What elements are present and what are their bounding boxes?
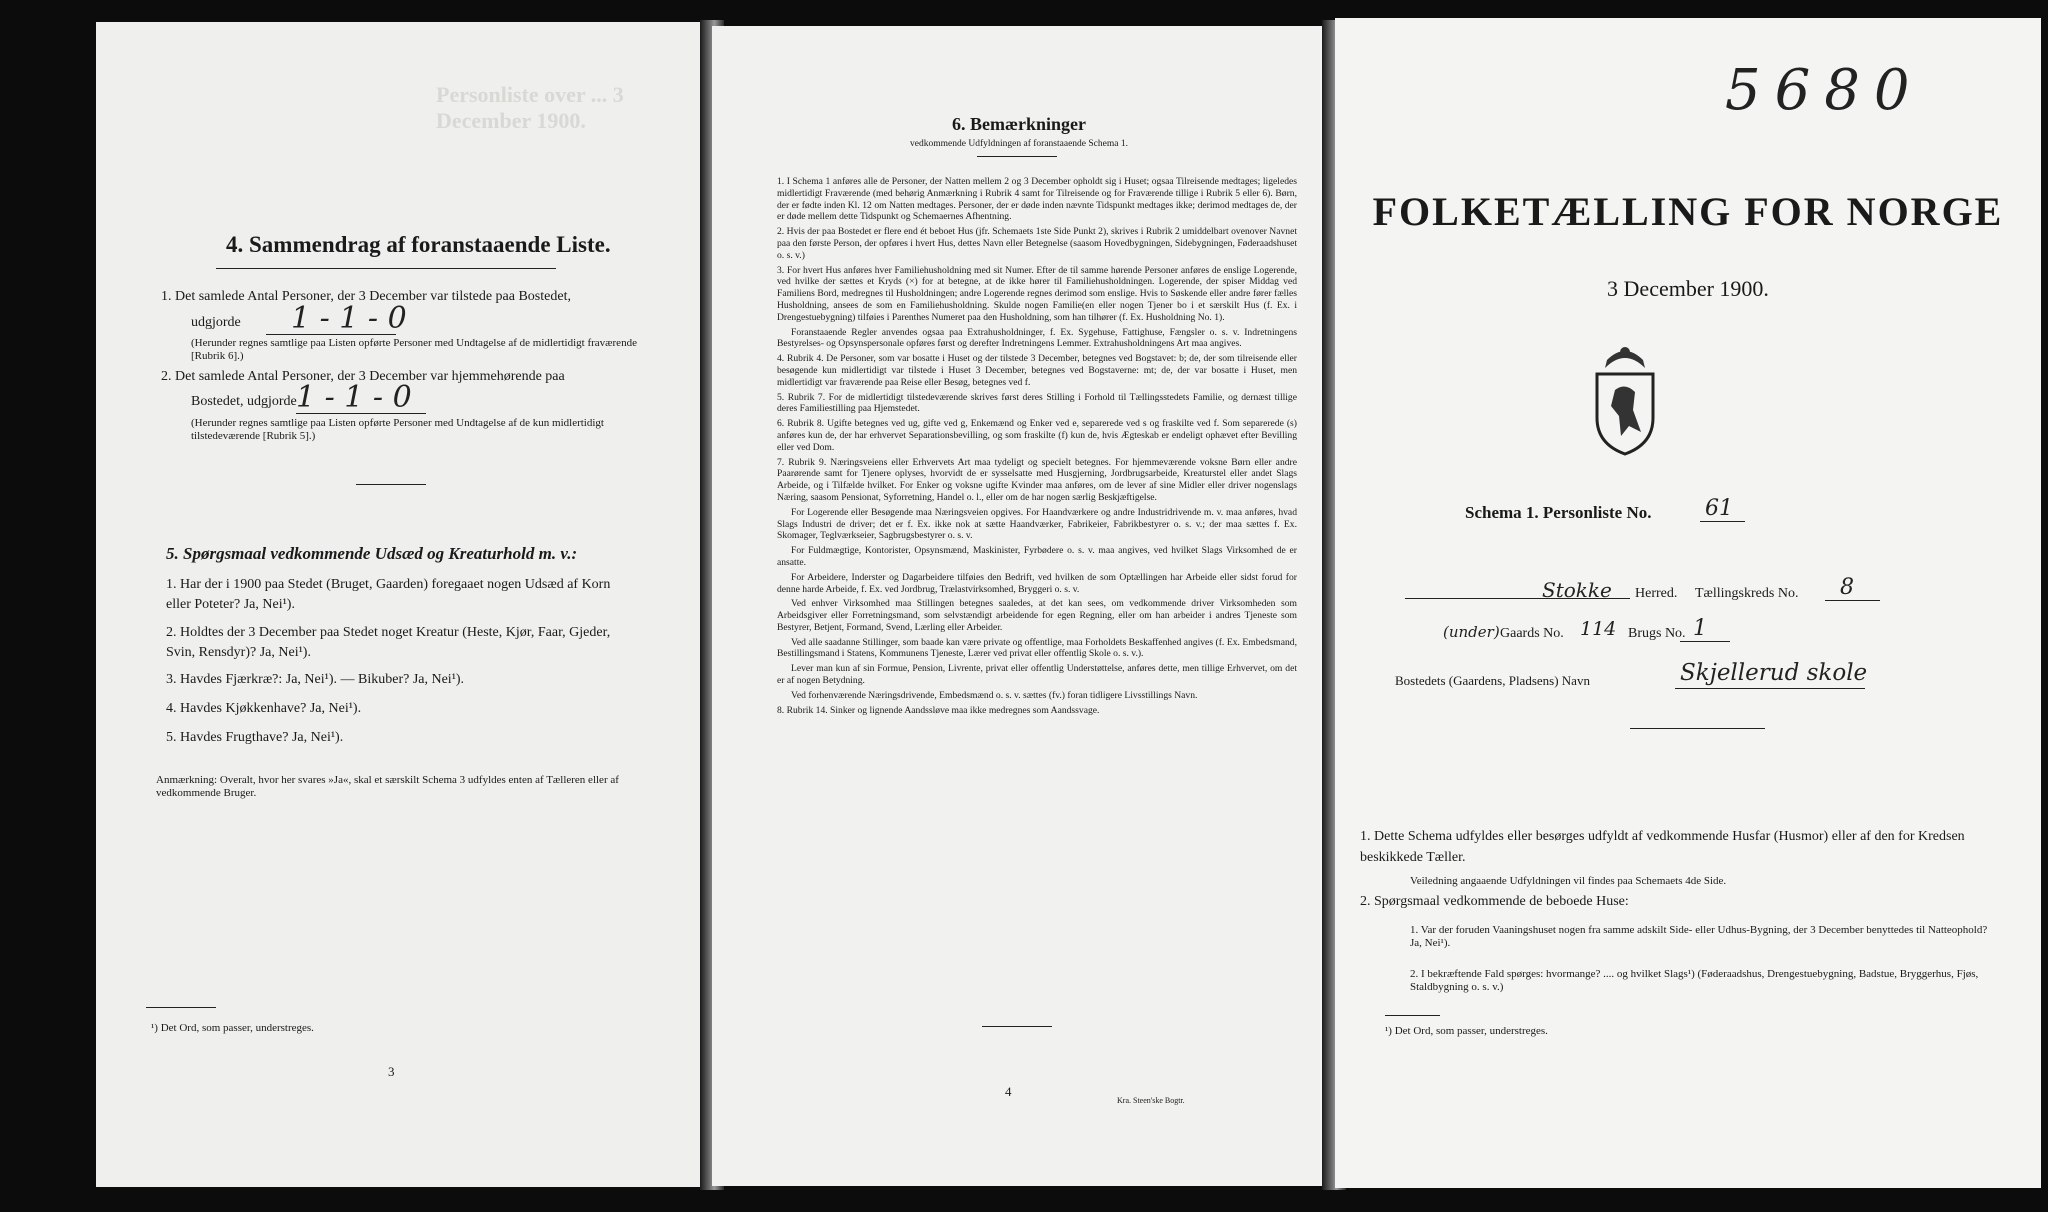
remark-paragraph: For Logerende eller Besøgende maa Næringsveien opgives. For Haandværkere og andre Industridrivende m. v. maa anføres, hvad Slags Industri de driver; det er f. Ex. ikke nok at sætte Haandværker, Fabrikeier, Fabrikbestyrer o. s. v.; der maa sættes f. Ex. Skomager, Teglværkseier, Sagbrugsbestyrer o. s. v.: [777, 506, 1297, 542]
remark-paragraph: For Arbeidere, Inderster og Dagarbeidere tilføies den Bedrift, ved hvilken de som Optællingen har Arbeide eller sidst forud for denne harde Arbeide, f. Ex. ved Jordbrug, Trælastvirksomhed, Bryggeri o. s. v.: [777, 571, 1297, 595]
item1-handwritten-value: 1 - 1 - 0: [291, 301, 407, 336]
anmaerkning-note: Anmærkning: Overalt, hvor her svares »Ja«, skal et særskilt Schema 3 udfyldes enten af Tælleren eller af vedkommende Bruger.: [156, 774, 619, 799]
personliste-number: 61: [1705, 496, 1733, 521]
herred-value: Stokke: [1542, 578, 1612, 602]
item1-udgjorde: udgjorde: [191, 315, 241, 330]
item2-handwritten-value: 1 - 1 - 0: [296, 380, 412, 415]
gaards-value: 114: [1580, 618, 1617, 640]
remarks-title: 6. Bemærkninger: [952, 114, 1086, 134]
remark-paragraph: 8. Rubrik 14. Sinker og lignende Aandssløve maa ikke medregnes som Aandssvage.: [777, 704, 1100, 716]
remark-paragraph: 3. For hvert Hus anføres hver Familiehusholdning med sit Numer. Efter de til samme hørende Personer anføres de enslige Logerende, ved hvilke der sættes et Kryds (×) for at betegne, at de ikke hører til Familiehusholdningen. Logerende, der spiser Middag ved Familiens Bord, medregnes til Husholdningen; andre Logerende regnes derimod som enslige. Hvis to Søskende eller andre fører fælles Husholdning, ansees de som en Familiehusholdning. Skulde nogen Familie(en eller nogen Tjener bo i et særskilt Hus (f. Ex. i Drengestuebygning) tilføies i Parenthes Numeret paa den Husholdning, som han tilhører (f. Ex. Husholdning No. 1).: [777, 264, 1297, 323]
remark-paragraph: Ved forhenværende Næringsdrivende, Embedsmænd o. s. v. sættes (fv.) foran tidligere Livsstillings Navn.: [791, 689, 1198, 701]
instruction-1-sub: Veiledning angaaende Udfyldningen vil findes paa Schemaets 4de Side.: [1410, 875, 1727, 887]
instruction-2: 2. Spørgsmaal vedkommende de beboede Huse:: [1360, 894, 1629, 909]
section5-title: 5. Spørgsmaal vedkommende Udsæd og Kreaturhold m. v.:: [166, 544, 578, 563]
page-number: 3: [388, 1064, 395, 1079]
remark-paragraph: Ved enhver Virksomhed maa Stillingen betegnes saaledes, at det kan sees, om vedkommende driver Virksomheden som Arbeidsgiver eller Forretningsmand, som selvstændigt arbeidende for egen Regning, eller om han arbeider i andres Tjeneste som Bestyrer, Betjent, Formand, Svend, Lærling eller Arbeider.: [777, 598, 1297, 633]
taellingskreds-label: Tællingskreds No.: [1695, 586, 1799, 601]
question-4: 4. Havdes Kjøkkenhave? Ja, Nei¹).: [166, 701, 362, 716]
question-2: 2. Holdtes der 3 December paa Stedet noget Kreatur (Heste, Kjør, Faar, Gjeder, Svin, Rensdyr)? Ja, Nei¹).: [166, 625, 611, 660]
remark-paragraph: 4. Rubrik 4. De Personer, som var bosatte i Huset og der tilstede 3 December, betegnes ved Bogstavet: b; de, der som tilreisende eller besøgende kun midlertidigt var tilstede i Huset 3 December, betegnes ved Bogstaverne: mt; de, der var bosatte i Huset, men midlertidigt var fraværende paa Reise eller Besøg, betegnes ved f.: [777, 353, 1297, 388]
house-question-2: 2. I bekræftende Fald spørges: hvormange? .... og hvilket Slags¹) (Føderaadshus, Drengestuebygning, Badstue, Bryggerhus, Fjøs, Staldbygning o. s. v.): [1410, 968, 1979, 993]
footnote: ¹) Det Ord, som passer, understreges.: [1385, 1025, 1548, 1037]
question-5: 5. Havdes Frugthave? Ja, Nei¹).: [166, 730, 344, 745]
printer-imprint: Kra. Steen'ske Bogtr.: [1117, 1096, 1185, 1105]
remark-paragraph: 5. Rubrik 7. For de midlertidigt tilstedeværende skrives først deres Stilling i Forhold til Tællingsstedets Familie, og dernæst tillige deres Familiestilling paa Hjemstedet.: [777, 391, 1297, 415]
item2-text: 2. Det samlede Antal Personer, der 3 December var hjemmehørende paa: [161, 369, 565, 384]
remark-paragraph: For Fuldmægtige, Kontorister, Opsynsmænd, Maskinister, Fyrbødere o. s. v. maa angives, ved hvilket Slags Virksomhed de er ansatte.: [777, 545, 1297, 568]
bostedets-value: Skjellerud skole: [1680, 660, 1868, 686]
house-question-1: 1. Var der foruden Vaaningshuset nogen fra samme adskilt Side- eller Udhus-Bygning, der 3 December benyttedes til Natteophold? Ja, Nei¹).: [1410, 924, 1988, 949]
item2-note: (Herunder regnes samtlige paa Listen opførte Personer med Undtagelse af de kun midlertidigt tilstedeværende [Rubrik 5].): [191, 417, 604, 442]
remark-paragraph: 1. I Schema 1 anføres alle de Personer, der Natten mellem 2 og 3 December opholdt sig i Huset; ogsaa Tilreisende medtages; ligeledes midlertidigt Fraværende (med behørig Anmærkning i Rubrik 4 samt for Tilreisende og for Fraværende tillige i Rubrik 5 eller 6). Børn, der er fødte inden Kl. 12 om Natten medtages. Personer, der er døde inden nævnte Tidspunkt medtages ikke; derimod medtages de, der er døde mellem dette Tidspunkt og Schemaernes Afhentning.: [777, 176, 1297, 223]
brugs-label: Brugs No.: [1628, 626, 1686, 641]
remarks-subtitle: vedkommende Udfyldningen af foranstaaende Schema 1.: [910, 139, 1128, 149]
question-3: 3. Havdes Fjærkræ?: Ja, Nei¹). — Bikuber? Ja, Nei¹).: [166, 672, 465, 687]
remark-paragraph: Lever man kun af sin Formue, Pension, Livrente, privat eller offentlig Understøttelse, anføres dette, men tillige Erhvervet, om det er af nogen Betydning.: [777, 663, 1297, 687]
item1-text: 1. Det samlede Antal Personer, der 3 December var tilstede paa Bostedet,: [161, 289, 571, 304]
item2-bostedet: Bostedet, udgjorde: [191, 394, 297, 409]
footnote: ¹) Det Ord, som passer, understreges.: [151, 1022, 314, 1034]
census-title: FOLKETÆLLING FOR NORGE: [1372, 189, 2004, 234]
schema-label: Schema 1. Personliste No.: [1465, 503, 1652, 522]
brugs-value: 1: [1693, 616, 1707, 641]
remark-paragraph: Foranstaaende Regler anvendes ogsaa paa Extrahusholdninger, f. Ex. Sygehuse, Fattighuse, Fængsler o. s. v. Indretningens Bestyrelses- og Opsynspersonale opføres først og derefter Indretningens Lemmer. Extrahusholdningens Art maa angives.: [777, 326, 1297, 350]
gaards-label: Gaards No.: [1500, 626, 1564, 641]
instruction-1: 1. Dette Schema udfyldes eller besørges udfyldt af vedkommende Husfar (Husmor) eller af den for Kredsen beskikkede Tæller.: [1360, 829, 1965, 865]
remark-paragraph: 7. Rubrik 9. Næringsveiens eller Erhvervets Art maa tydeligt og specielt betegnes. For hjemmeværende voksne Børn eller andre Paarørende samt for Tjenere oplyses, hvorvidt de er sysselsatte med Husgjerning, Jordbrugsarbeide, Kreaturstel eller andet Slags Arbeide, og i Tilfælde hvilket. For Enker og voksne ugifte Kvinder maa anføres, om de lever af sine Midler eller driver nogenslags Næring, saasom Pensionat, Syforretning, Handel o. l., eller om de har nogen særlig Beskjæftigelse.: [777, 456, 1297, 503]
bostedets-label: Bostedets (Gaardens, Pladsens) Navn: [1395, 673, 1590, 688]
section4-title: 4. Sammendrag af foranstaaende Liste.: [226, 232, 611, 257]
middle-page: [712, 26, 1326, 1186]
page-number: 4: [1005, 1084, 1012, 1099]
left-page: [96, 22, 700, 1187]
right-page: [1335, 18, 2041, 1188]
question-1: 1. Har der i 1900 paa Stedet (Bruget, Gaarden) foregaaet nogen Udsæd af Korn eller Poteter? Ja, Nei¹).: [166, 577, 611, 612]
taellingskreds-value: 8: [1840, 575, 1854, 600]
herred-label: Herred.: [1635, 586, 1678, 601]
gaard-prefix: (under): [1443, 623, 1500, 641]
remark-paragraph: 6. Rubrik 8. Ugifte betegnes ved ug, gifte ved g, Enkemænd og Enker ved e, separerede ved s og fraskilte ved f. Som separerede (s) anføres kun de, der har erhvervet Separationsbevilling, og som fraskilte (f) kun de, hvis Ægteskab er endeligt ophævet efter Bevilling eller ved Dom.: [777, 418, 1297, 453]
norway-coat-of-arms-icon: [1585, 340, 1665, 460]
archive-number: 5680: [1725, 58, 1924, 123]
census-date: 3 December 1900.: [1607, 276, 1769, 301]
remarks-body: [777, 176, 1297, 1006]
remark-paragraph: 2. Hvis der paa Bostedet er flere end ét beboet Hus (jfr. Schemaets 1ste Side Punkt 2), skrives i Rubrik 2 umiddelbart ovenover Navnet paa den første Person, der opføres i hvert Hus, dettes Navn eller Betegnelse (saasom Hovedbygningen, Sidebygningen, Føderaadshuset o. s. v.): [777, 226, 1297, 261]
remark-paragraph: Ved alle saadanne Stillinger, som baade kan være private og offentlige, maa Forholdets Beskaffenhed angives (f. Ex. Embedsmand, Bestillingsmand i Statens, Kommunens Tjeneste, Lærer ved privat eller offentlig Skole o. s. v.).: [777, 636, 1297, 660]
ghost-header: Personliste over ... 3 December 1900.: [436, 82, 624, 133]
item1-note: (Herunder regnes samtlige paa Listen opførte Personer med Undtagelse af de midlertidigt fraværende [Rubrik 6].): [191, 337, 637, 362]
